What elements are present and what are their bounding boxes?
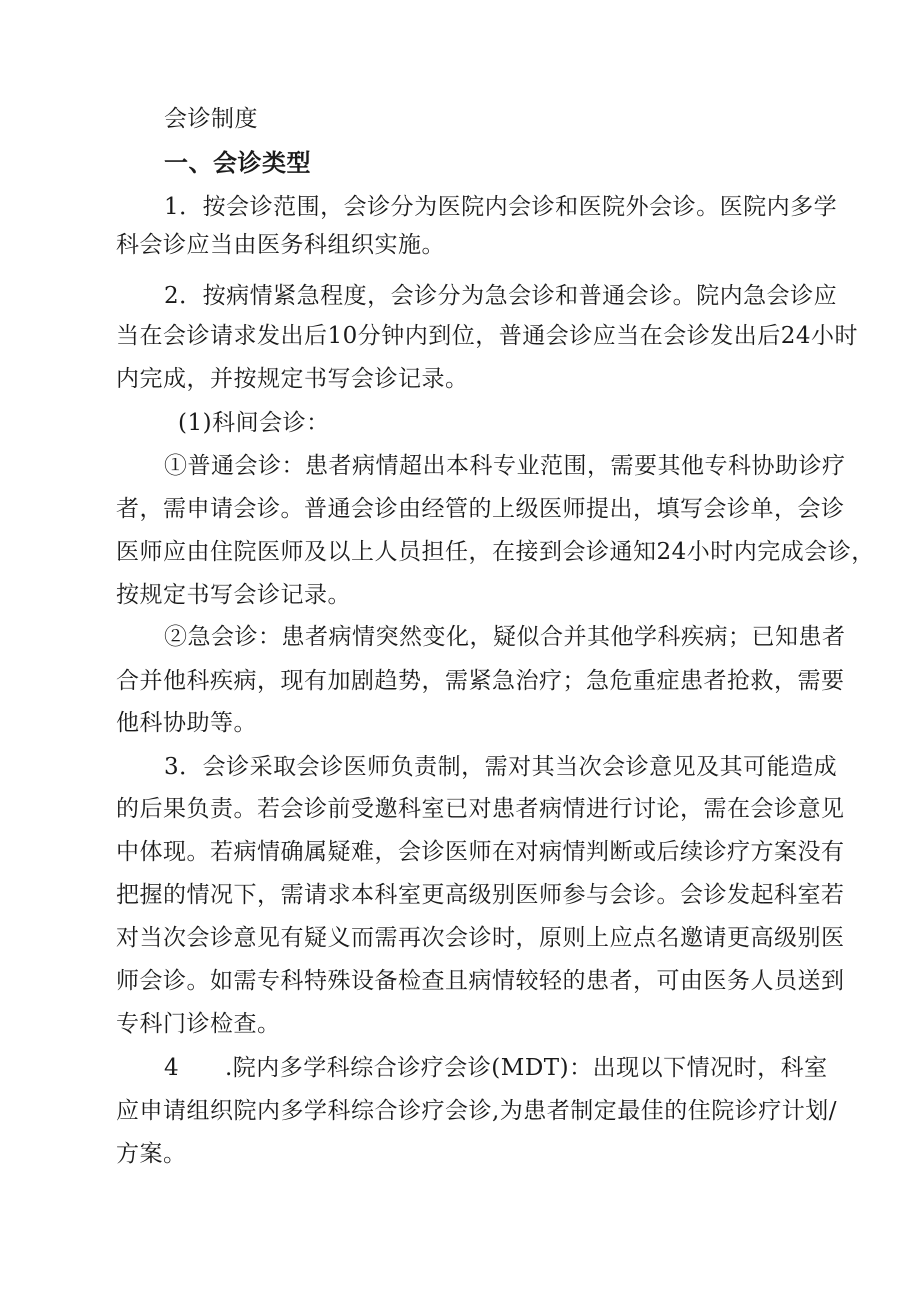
paragraph-line: 3．会诊采取会诊医师负责制，需对其当次会诊意见及其可能造成 — [164, 754, 838, 780]
paragraph-line: 2．按病情紧急程度，会诊分为急会诊和普通会诊。院内急会诊应 — [164, 283, 838, 309]
paragraph-line: 把握的情况下，需请求本科室更高级别医师参与会诊。会诊发起科室若 — [116, 882, 845, 908]
paragraph-line: 合并他科疾病，现有加剧趋势，需紧急治疗；急危重症患者抢救，需要 — [116, 668, 845, 694]
paragraph-line: 1．按会诊范围，会诊分为医院内会诊和医院外会诊。医院内多学 — [164, 194, 838, 220]
paragraph-line: ②急会诊：患者病情突然变化，疑似合并其他学科疾病；已知患者 — [164, 624, 846, 650]
document-title: 会诊制度 — [164, 106, 258, 132]
paragraph-line: 内完成，并按规定书写会诊记录。 — [116, 366, 469, 392]
section-heading: 一、会诊类型 — [164, 148, 311, 177]
paragraph-line: 按规定书写会诊记录。 — [116, 582, 351, 608]
paragraph-line: 方案。 — [116, 1141, 187, 1167]
paragraph-line: 他科协助等。 — [116, 710, 257, 736]
paragraph-line: .院内多学科综合诊疗会诊(MDT)：出现以下情况时，科室 — [225, 1055, 828, 1081]
paragraph-line: 师会诊。如需专科特殊设备检查且病情较轻的患者，可由医务人员送到 — [116, 968, 845, 994]
paragraph-line: 对当次会诊意见有疑义而需再次会诊时，原则上应点名邀请更高级别医 — [116, 925, 845, 951]
paragraph-line: 应申请组织院内多学科综合诊疗会诊,为患者制定最佳的住院诊疗计划/ — [116, 1098, 838, 1124]
paragraph-line: 专科门诊检查。 — [116, 1011, 281, 1037]
paragraph-line: 者，需申请会诊。普通会诊由经管的上级医师提出，填写会诊单，会诊 — [116, 496, 845, 522]
paragraph-line: 医师应由住院医师及以上人员担任，在接到会诊通知24小时内完成会诊， — [116, 539, 875, 565]
subsection-heading: (1)科间会诊： — [178, 410, 330, 436]
paragraph-line: 中体现。若病情确属疑难，会诊医师在对病情判断或后续诊疗方案没有 — [116, 839, 845, 865]
paragraph-line: 的后果负责。若会诊前受邀科室已对患者病情进行讨论，需在会诊意见 — [116, 796, 845, 822]
paragraph-line: ①普通会诊：患者病情超出本科专业范围，需要其他专科协助诊疗 — [164, 453, 846, 479]
item-number: 4 — [164, 1055, 180, 1081]
paragraph-line: 当在会诊请求发出后10分钟内到位，普通会诊应当在会诊发出后24小时 — [116, 323, 859, 349]
paragraph-line: 科会诊应当由医务科组织实施。 — [116, 232, 445, 258]
